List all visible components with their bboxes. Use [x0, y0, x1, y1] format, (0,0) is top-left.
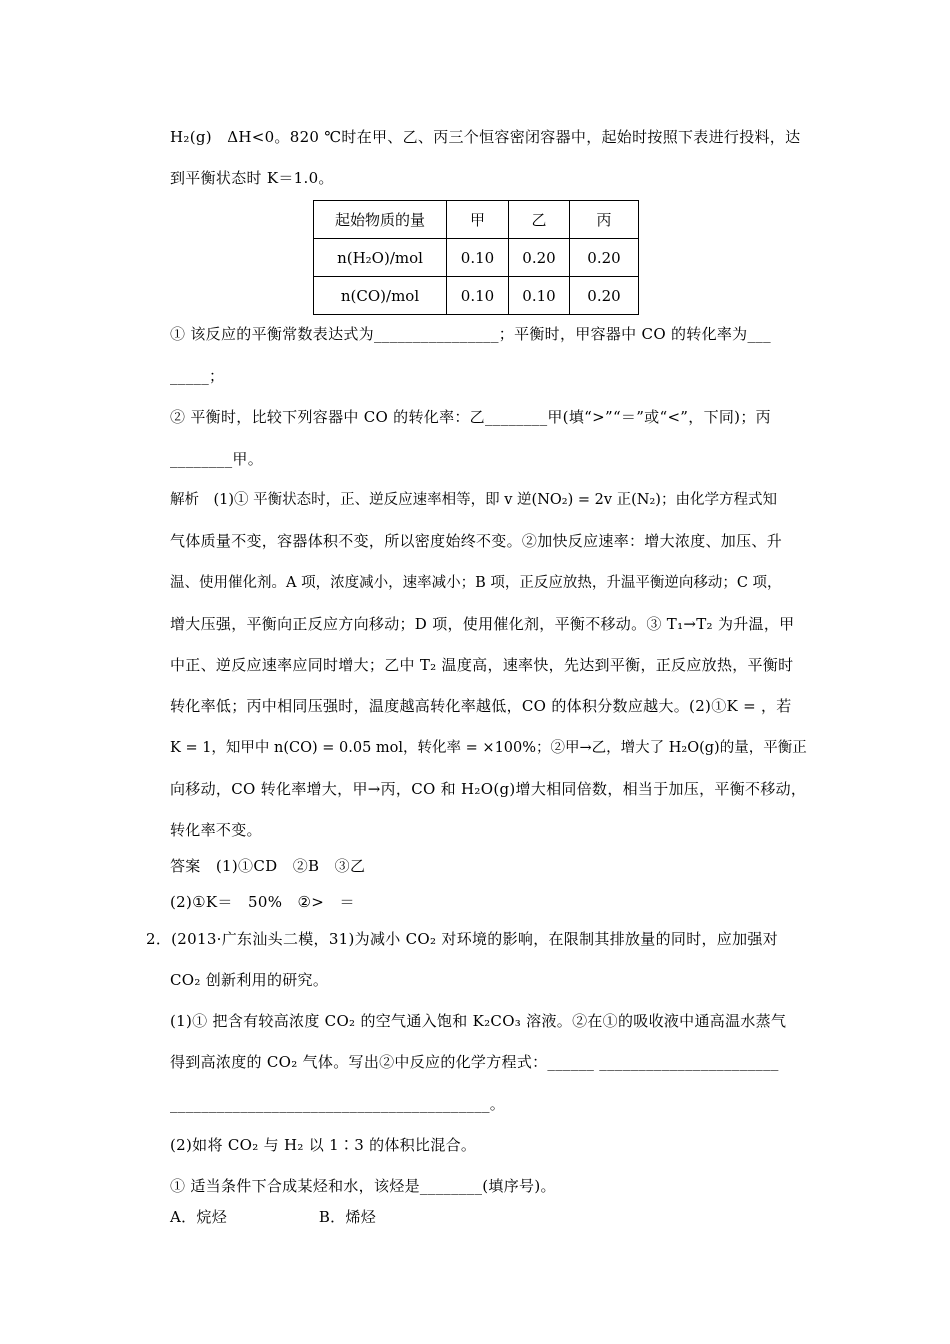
equilibrium-constant-line: 到平衡状态时 K＝1.0。 [170, 169, 334, 187]
table-header-row [314, 201, 639, 239]
analysis-line: 向移动，CO 转化率增大，甲→丙，CO 和 H₂O(g)增大相同倍数，相当于加压，平衡不移动， [170, 780, 807, 798]
table-cell: 0.10 [509, 277, 570, 315]
analysis-line: 气体质量不变，容器体积不变，所以密度始终不变。②加快反应速率：增大浓度、加压、升 [170, 532, 783, 550]
table-cell: 0.20 [570, 277, 639, 315]
question-part-1-line: 得到高浓度的 CO₂ 气体。写出②中反应的化学方程式：______ _______________________ [170, 1053, 779, 1071]
question-2-line: ② 平衡时，比较下列容器中 CO 的转化率：乙________甲(填“>”“＝”或“<”，下同)；丙 [170, 408, 771, 426]
question-part-2-sub-line: ① 适当条件下合成某烃和水，该烃是________(填序号)。 [170, 1177, 556, 1195]
reaction-condition-line: H₂(g) ΔH<0。820 ℃时在甲、乙、丙三个恒容密闭容器中，起始时按照下表进行投料，达 [170, 128, 801, 146]
table-row [314, 277, 639, 315]
question-2-stem: 2．(2013·广东汕头二模，31)为减小 CO₂ 对环境的影响，在限制其排放量的同时，应加强对 [146, 930, 779, 948]
table-header-cell: 起始物质的量 [314, 201, 447, 239]
answer-line: 答案 (1)①CD ②B ③乙 [170, 857, 366, 875]
feed-table [313, 200, 639, 315]
table-cell: 0.20 [570, 239, 639, 277]
analysis-line: 增大压强，平衡向正反应方向移动；D 项，使用催化剂，平衡不移动。③ T₁→T₂ 为升温，甲 [170, 615, 795, 633]
answer-line: (2)①K＝ 50% ②> ＝ [170, 893, 355, 911]
analysis-line: 温、使用催化剂。A 项，浓度减小，速率减小；B 项，正反应放热，升温平衡逆向移动；C 项， [170, 575, 782, 591]
table-cell: 0.20 [509, 239, 570, 277]
analysis-heading-line: 解析 (1)① 平衡状态时，正、逆反应速率相等，即 v 逆(NO₂) = 2v 正(N₂)；由化学方程式知 [170, 492, 777, 508]
question-1-line: ① 该反应的平衡常数表达式为________________；平衡时，甲容器中 CO 的转化率为___ [170, 325, 771, 343]
question-part-2-line: (2)如将 CO₂ 与 H₂ 以 1∶3 的体积比混合。 [170, 1136, 477, 1154]
table-cell: n(CO)/mol [314, 277, 447, 315]
question-part-1-line: (1)① 把含有较高浓度 CO₂ 的空气通入饱和 K₂CO₃ 溶液。②在①的吸收液中通高温水蒸气 [170, 1012, 787, 1030]
options-line: A．烷烃 B．烯烃 [170, 1208, 377, 1226]
table-cell: 0.10 [447, 277, 509, 315]
analysis-line: K = 1，知甲中 n(CO) = 0.05 mol，转化率 = ×100%；②甲→乙，增大了 H₂O(g)的量，平衡正 [170, 740, 807, 756]
question-2-stem-continuation: CO₂ 创新利用的研究。 [170, 971, 329, 989]
table-row [314, 239, 639, 277]
table-header-cell: 丙 [570, 201, 639, 239]
analysis-line: 转化率低；丙中相同压强时，温度越高转化率越低，CO 的体积分数应越大。(2)①K = ，若 [170, 697, 792, 715]
analysis-line: 中正、逆反应速率应同时增大；乙中 T₂ 温度高，速率快，先达到平衡，正反应放热，平衡时 [170, 656, 794, 674]
question-2-continuation: ________甲。 [170, 450, 264, 468]
table-header-cell: 甲 [447, 201, 509, 239]
analysis-line: 转化率不变。 [170, 821, 262, 839]
table-header-cell: 乙 [509, 201, 570, 239]
answer-blank-line: _________________________________________。 [170, 1095, 506, 1113]
table-cell: n(H₂O)/mol [314, 239, 447, 277]
table-cell: 0.10 [447, 239, 509, 277]
question-1-continuation: _____； [170, 367, 225, 385]
